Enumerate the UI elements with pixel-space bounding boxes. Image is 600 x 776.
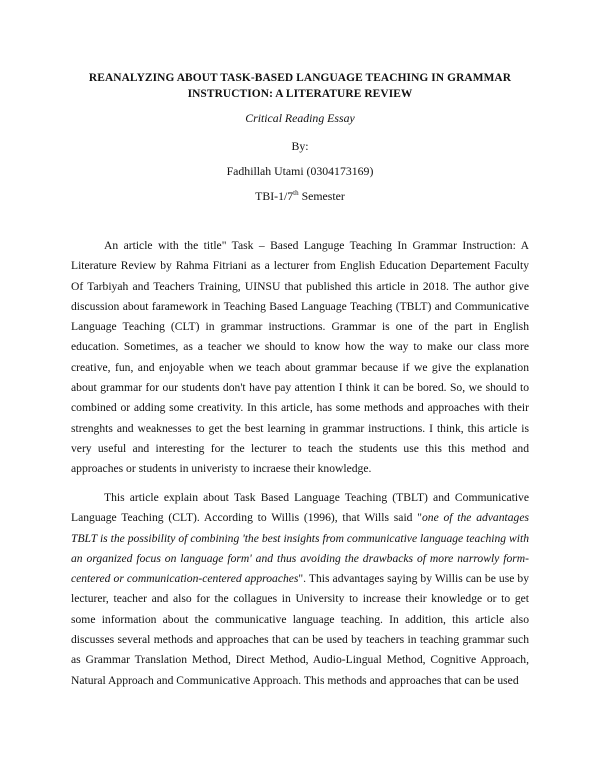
paragraph-2-intro: This article explain about Task Based Language Teaching (TBLT) and Communicative Language Teaching (CLT). According to Willis (1996), that Wills said " <box>71 491 529 525</box>
paragraph-1: An article with the title" Task – Based Languge Teaching In Grammar Instruction: A Literature Review by Rahma Fitriani as a lecturer from English Education Departement Faculty Of Tarbiyah and Teachers Training, UINSU that published this article in 2018. The author give discussion about faramework in Teaching Based Language Teaching (TBLT) and Communicative Language Teaching (CLT) in grammar instructions. Grammar is one of the part in English education. Sometimes, as a teacher we should to know how the way to make our class more creative, fun, and enjoyable when we teach about grammar because if we give the explanation about grammar for our students don't have pay attention I think it can be bored. So, we should to combined or adding some creativity. In this article, has some methods and approaches with their strenghts and weaknesses to get the best learning in grammar instructions. I think, this article is very useful and interesting for the lecturer to teach the students use this this method and approaches or students in univeristy to incraese their knowledge. <box>71 239 529 476</box>
semester-line <box>0 188 600 204</box>
author-name: Fadhillah Utami (0304173169) <box>226 164 374 178</box>
paragraph-2-rest: ". This advantages saying by Willis can be use by lecturer, teacher and also for the collagues in University to increase their knowledge or to get some information about the communicative language teaching. In addition, this article also discusses several methods and approaches that can be used by teachers in teaching grammar such as Grammar Translation Method, Direct Method, Audio-Lingual Method, Cognitive Approach, Natural Approach and Communicative Approach. This methods and approaches that can be used <box>71 572 529 687</box>
document-subtitle: Critical Reading Essay <box>245 111 355 125</box>
semester-suffix: Semester <box>298 189 345 203</box>
semester-superscript: th <box>293 189 299 198</box>
paragraph-2 <box>71 488 529 691</box>
document-title: REANALYZING ABOUT TASK-BASED LANGUAGE TEACHING IN GRAMMAR INSTRUCTION: A LITERATURE REVIEW <box>88 72 512 100</box>
semester-prefix: TBI-1/7 <box>255 189 294 203</box>
willis-quote: one of the advantages TBLT is the possibility of combining 'the best insights from communicative language teaching with an organized focus on language form' and thus avoiding the drawbacks of more narrowly form-centered or communication-centered approaches <box>71 511 529 586</box>
by-line: By: <box>291 139 309 153</box>
